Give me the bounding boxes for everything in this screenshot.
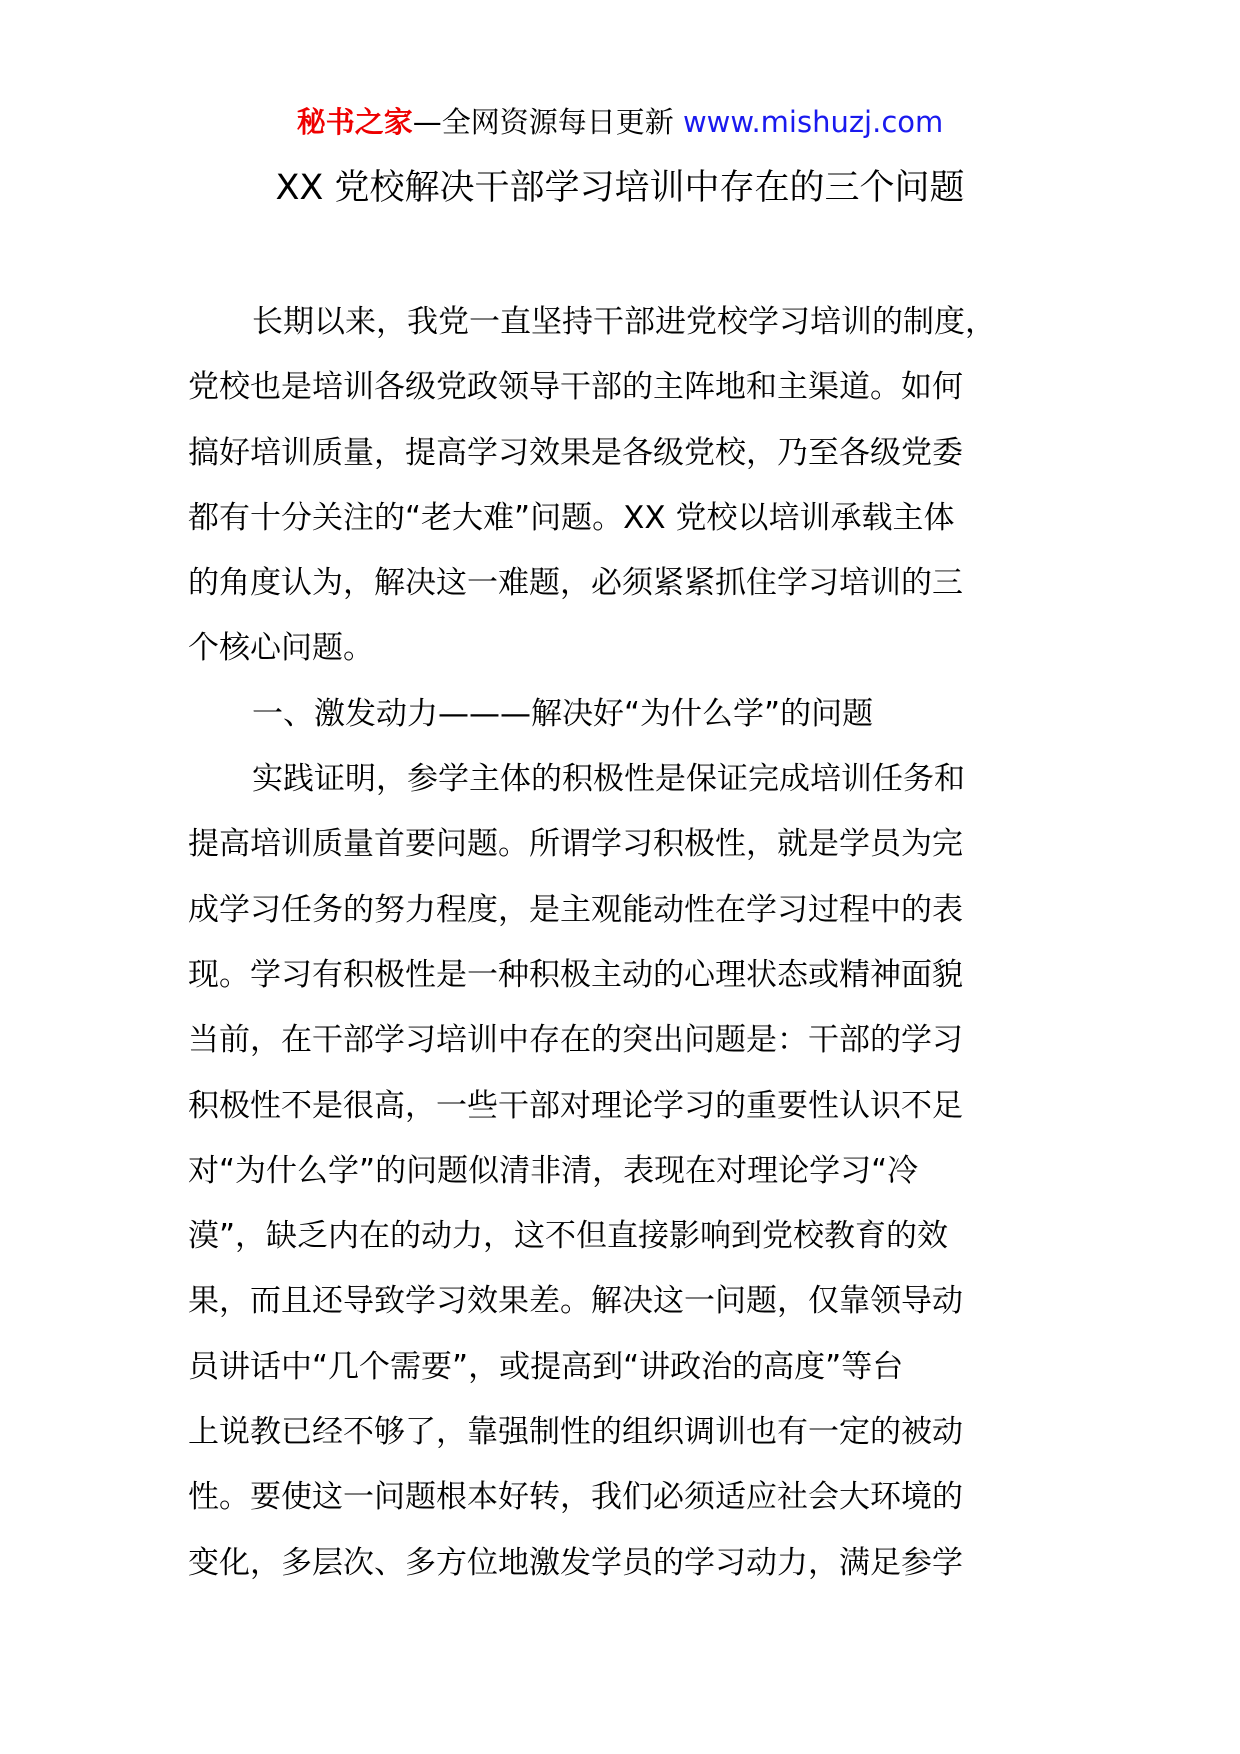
paragraph-line: 对“为什么学”的问题似清非清，表现在对理论学习“冷	[188, 1152, 919, 1189]
paragraph-line: 提高培训质量首要问题。所谓学习积极性，就是学员为完	[188, 826, 963, 863]
paragraph-line: 个核心问题。	[188, 630, 374, 667]
paragraph-line: 漠”，缺乏内在的动力，这不但直接影响到党校教育的效	[188, 1218, 949, 1255]
document-body	[188, 290, 1068, 1596]
paragraph-line: 上说教已经不够了，靠强制性的组织调训也有一定的被动	[188, 1414, 963, 1451]
brand-name: 秘书之家	[296, 105, 413, 139]
paragraph-line: 积极性不是很高，一些干部对理论学习的重要性认识不足	[188, 1087, 963, 1124]
paragraph-line: 性。要使这一问题根本好转，我们必须适应社会大环境的	[188, 1479, 963, 1516]
tagline: —全网资源每日更新	[412, 105, 674, 139]
paragraph-line: 当前，在干部学习培训中存在的突出问题是：干部的学习	[188, 1022, 963, 1059]
paragraph-line: 实践证明，参学主体的积极性是保证完成培训任务和	[252, 761, 965, 798]
paragraph-line: 党校也是培训各级党政领导干部的主阵地和主渠道。如何	[188, 369, 963, 406]
document-title: XX 党校解决干部学习培训中存在的三个问题	[275, 168, 965, 208]
paragraph-line: 变化，多层次、多方位地激发学员的学习动力，满足参学	[188, 1544, 963, 1581]
paragraph-line: 员讲话中“几个需要”，或提高到“讲政治的高度”等台	[188, 1348, 904, 1385]
paragraph-line: 的角度认为，解决这一难题，必须紧紧抓住学习培训的三	[188, 565, 963, 602]
paragraph-line: 长期以来，我党一直坚持干部进党校学习培训的制度，	[252, 304, 996, 340]
paragraph-line: 都有十分关注的“老大难”问题。XX 党校以培训承载主体	[188, 499, 955, 536]
site-url[interactable]: www.mishuzj.com	[682, 105, 944, 139]
site-header	[0, 100, 1240, 144]
paragraph-line: 果，而且还导致学习效果差。解决这一问题，仅靠领导动	[188, 1283, 963, 1320]
paragraph-line: 搞好培训质量，提高学习效果是各级党校，乃至各级党委	[188, 434, 963, 471]
paragraph-line: 现。学习有积极性是一种积极主动的心理状态或精神面貌	[188, 956, 963, 993]
paragraph-line: 成学习任务的努力程度，是主观能动性在学习过程中的表	[188, 891, 963, 928]
section-heading: 一、激发动力———解决好“为什么学”的问题	[252, 695, 874, 732]
